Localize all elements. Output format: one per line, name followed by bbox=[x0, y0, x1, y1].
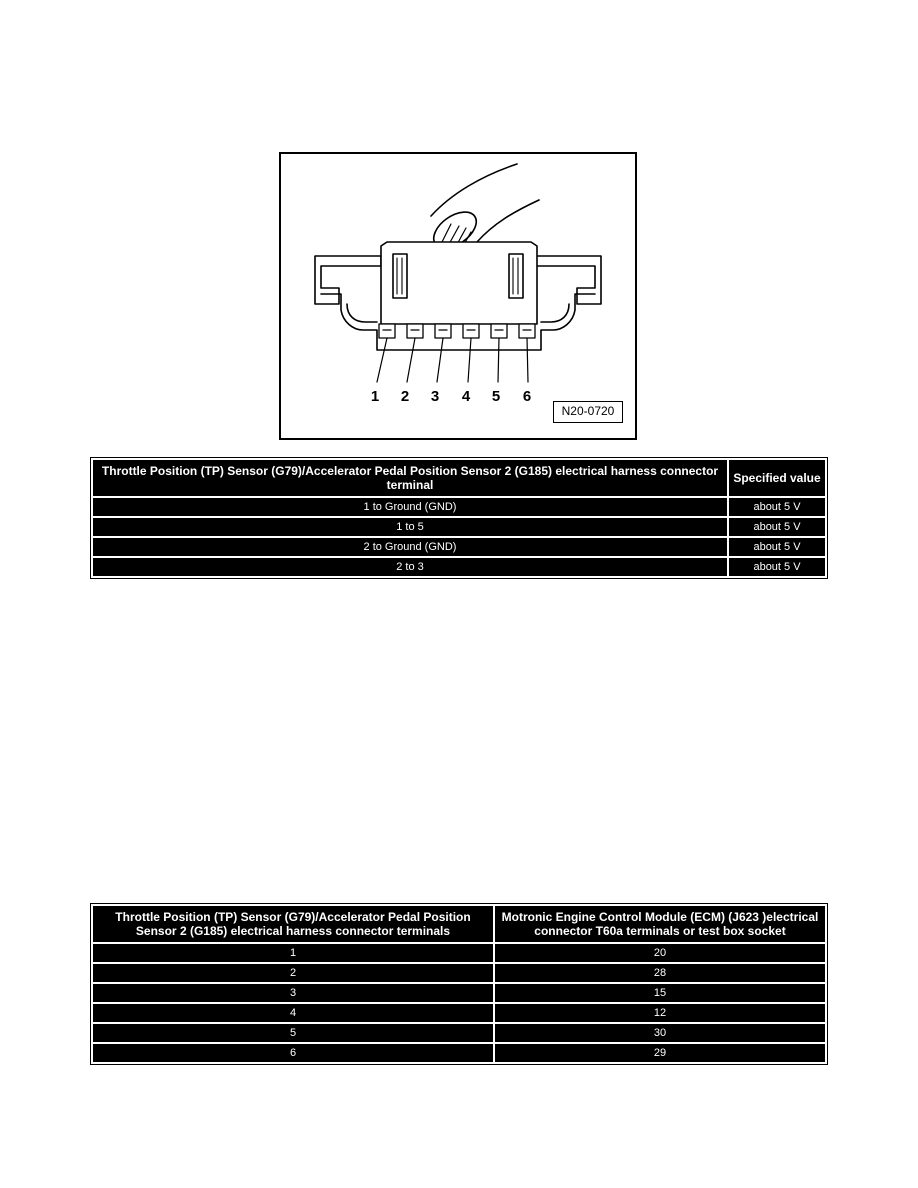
sensor-terminal-cell: 3 bbox=[92, 983, 494, 1003]
ecm-terminal-cell: 12 bbox=[494, 1003, 826, 1023]
pin-label-6: 6 bbox=[522, 388, 532, 405]
sensor-terminal-cell: 6 bbox=[92, 1043, 494, 1063]
column-header-sensor-terminals: Throttle Position (TP) Sensor (G79)/Accelerator Pedal Position Sensor 2 (G185) electrical harness connector terminals bbox=[92, 905, 494, 943]
table-row bbox=[92, 537, 826, 557]
value-cell: about 5 V bbox=[728, 497, 826, 517]
sensor-terminal-cell: 4 bbox=[92, 1003, 494, 1023]
table-row bbox=[92, 1043, 826, 1063]
table-row bbox=[92, 1023, 826, 1043]
table-row bbox=[92, 1003, 826, 1023]
pin-label-4: 4 bbox=[461, 388, 471, 405]
value-cell: about 5 V bbox=[728, 517, 826, 537]
connector-figure bbox=[279, 152, 637, 440]
column-header-specified-value: Specified value bbox=[728, 459, 826, 497]
table-header-row bbox=[92, 905, 826, 943]
voltage-spec-table bbox=[90, 457, 828, 579]
sensor-terminal-cell: 1 bbox=[92, 943, 494, 963]
terminal-cell: 1 to 5 bbox=[92, 517, 728, 537]
ecm-terminal-cell: 15 bbox=[494, 983, 826, 1003]
terminal-cell: 1 to Ground (GND) bbox=[92, 497, 728, 517]
value-cell: about 5 V bbox=[728, 557, 826, 577]
pin-label-1: 1 bbox=[370, 388, 380, 405]
terminal-mapping-table bbox=[90, 903, 828, 1065]
pin-label-3: 3 bbox=[430, 388, 440, 405]
pin-label-2: 2 bbox=[400, 388, 410, 405]
ecm-terminal-cell: 29 bbox=[494, 1043, 826, 1063]
table-row bbox=[92, 517, 826, 537]
ecm-terminal-cell: 28 bbox=[494, 963, 826, 983]
sensor-terminal-cell: 2 bbox=[92, 963, 494, 983]
value-cell: about 5 V bbox=[728, 537, 826, 557]
table-row bbox=[92, 983, 826, 1003]
table-header-row bbox=[92, 459, 826, 497]
ecm-terminal-cell: 30 bbox=[494, 1023, 826, 1043]
table-row bbox=[92, 557, 826, 577]
figure-code: N20-0720 bbox=[553, 401, 623, 423]
pin-label-5: 5 bbox=[491, 388, 501, 405]
sensor-terminal-cell: 5 bbox=[92, 1023, 494, 1043]
terminal-cell: 2 to Ground (GND) bbox=[92, 537, 728, 557]
table-row bbox=[92, 963, 826, 983]
column-header-ecm-terminals: Motronic Engine Control Module (ECM) (J623 )electrical connector T60a terminals or test box socket bbox=[494, 905, 826, 943]
column-header-terminal: Throttle Position (TP) Sensor (G79)/Accelerator Pedal Position Sensor 2 (G185) electrical harness connector terminal bbox=[92, 459, 728, 497]
table-row bbox=[92, 497, 826, 517]
terminal-cell: 2 to 3 bbox=[92, 557, 728, 577]
table-row bbox=[92, 943, 826, 963]
ecm-terminal-cell: 20 bbox=[494, 943, 826, 963]
